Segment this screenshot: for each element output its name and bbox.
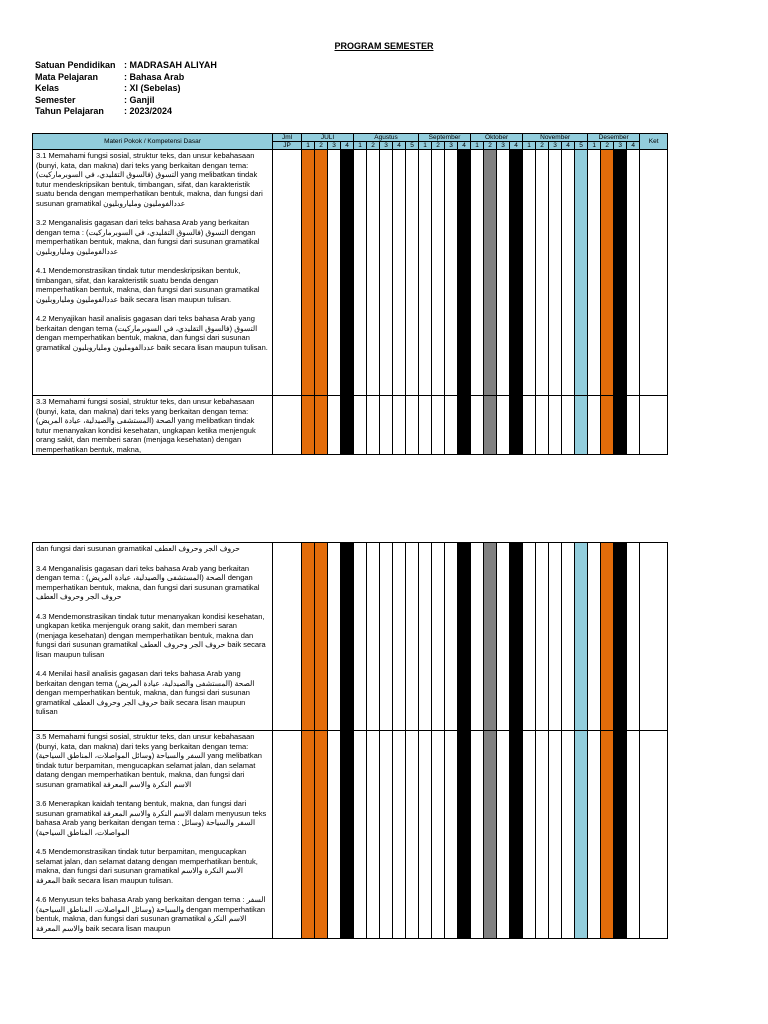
info-value: : Ganjil [124, 94, 155, 105]
jml-jp-cell [273, 150, 302, 396]
kompetensi-text: 4.6 Menyusun teks bahasa Arab yang berkaitan dengan tema : السفر والسياحة (وسائل المواصلات، المناطق السياحية) dengan memperhatikan bentuk, makna, dan fungsi dari susunan gramatikal الاسم النكرة والاسم المعرفة baik secara lisan maupun [36, 895, 266, 933]
week-cell [315, 150, 328, 396]
week-cell [536, 731, 549, 939]
table-row [33, 396, 668, 455]
week-cell [458, 731, 471, 939]
week-cell [497, 150, 510, 396]
header-week-1: 1 [302, 142, 315, 150]
week-cell [588, 396, 601, 455]
week-cell [380, 731, 393, 939]
week-cell [497, 396, 510, 455]
header-week-5: 1 [354, 142, 367, 150]
document-title: PROGRAM SEMESTER [334, 41, 434, 51]
header-week-4: 4 [341, 142, 354, 150]
header-week-14: 1 [471, 142, 484, 150]
week-cell [562, 396, 575, 455]
week-cell [575, 543, 588, 731]
week-cell [562, 150, 575, 396]
info-value: : XI (Sebelas) [124, 83, 181, 93]
info-value: : Bahasa Arab [124, 71, 185, 82]
week-cell [432, 150, 445, 396]
table-row [33, 731, 668, 939]
week-cell [536, 396, 549, 455]
ket-cell [640, 396, 668, 455]
header-week-11: 2 [432, 142, 445, 150]
week-cell [575, 396, 588, 455]
kompetensi-text: 3.3 Memahami fungsi sosial, struktur teks, dan unsur kebahasaan (bunyi, kata, dan makna) dari teks yang berkaitan dengan tema: الصحة (المستشفى والصيدلية، عيادة المريض) yang melibatkan tindak tutur menanyakan kondisi kesehatan, ungkapan ketika menjenguk orang sakit, dan memberi saran (menjaga kesehatan) dengan memperhatikan bentuk, makna, [36, 397, 256, 454]
week-cell [575, 150, 588, 396]
header-week-18: 1 [523, 142, 536, 150]
week-cell [302, 396, 315, 455]
week-cell [484, 543, 497, 731]
week-cell [406, 150, 419, 396]
week-cell [510, 543, 523, 731]
materi-cell [33, 543, 273, 731]
week-cell [549, 396, 562, 455]
week-cell [328, 396, 341, 455]
info-row-kelas [35, 83, 217, 95]
week-cell [484, 731, 497, 939]
week-cell [432, 543, 445, 731]
header-materi: Materi Pokok / Kompetensi Dasar [33, 134, 273, 150]
header-week-22: 5 [575, 142, 588, 150]
week-cell [380, 396, 393, 455]
header-row-months [33, 134, 668, 142]
week-cell [601, 150, 614, 396]
week-cell [432, 396, 445, 455]
week-cell [614, 543, 627, 731]
week-cell [588, 150, 601, 396]
info-row-semester [35, 95, 217, 107]
header-week-17: 4 [510, 142, 523, 150]
week-cell [354, 150, 367, 396]
week-cell [406, 396, 419, 455]
week-cell [354, 396, 367, 455]
header-week-6: 2 [367, 142, 380, 150]
header-month-oktober: Oktober [471, 134, 523, 142]
week-cell [393, 731, 406, 939]
header-month-november: November [523, 134, 588, 142]
kompetensi-text: 4.5 Mendemonstrasikan tindak tutur berpamitan, mengucapkan selamat jalan, dan selamat datang dengan memperhatikan bentuk, makna, dan fungsi dari susunan gramatikal الاسم النكرة والاسم المعرفة baik secara lisan maupun tulisan. [36, 847, 258, 885]
week-cell [445, 731, 458, 939]
info-value: : 2023/2024 [124, 106, 173, 116]
week-cell [627, 731, 640, 939]
kompetensi-text: 3.2 Menganalisis gagasan dari teks bahasa Arab yang berkaitan dengan tema : التسوق (فالسوق التقليدي، في السوبرماركيت) dengan memperhatikan bentuk, makna, dan fungsi dari susunan gramatikal عددالفوملیون وملیاروبليون [36, 218, 260, 256]
kompetensi-text: 3.6 Menerapkan kaidah tentang bentuk, makna, dan fungsi dari susunan gramatikal الاسم النكرة والاسم المعرفة dalam menyusun teks bahasa Arab yang berkaitan dengan tema : السفر والسياحة (وسائل المواصلات، المناطق السياحية) [36, 799, 267, 837]
header-week-24: 2 [601, 142, 614, 150]
week-cell [523, 543, 536, 731]
week-cell [367, 150, 380, 396]
week-cell [523, 150, 536, 396]
week-cell [419, 150, 432, 396]
week-cell [484, 396, 497, 455]
week-cell [549, 150, 562, 396]
week-cell [562, 731, 575, 939]
week-cell [601, 731, 614, 939]
week-cell [393, 396, 406, 455]
week-cell [432, 731, 445, 939]
week-cell [341, 396, 354, 455]
header-month-juli: JULI [302, 134, 354, 142]
identity-block [35, 60, 217, 118]
week-cell [458, 543, 471, 731]
header-week-19: 2 [536, 142, 549, 150]
week-cell [510, 731, 523, 939]
week-cell [497, 543, 510, 731]
header-week-25: 3 [614, 142, 627, 150]
header-week-12: 3 [445, 142, 458, 150]
week-cell [601, 543, 614, 731]
week-cell [302, 543, 315, 731]
week-cell [536, 150, 549, 396]
week-cell [471, 150, 484, 396]
week-cell [328, 731, 341, 939]
header-jml: Jml [273, 134, 302, 142]
week-cell [393, 543, 406, 731]
week-cell [588, 543, 601, 731]
kompetensi-text: 3.4 Menganalisis gagasan dari teks bahasa Arab yang berkaitan dengan tema : الصحة (المستشفى والصيدلية، عيادة المريض) dengan memperhatikan bentuk, makna, dan fungsi dari susunan gramatikal حروف الجر وحروف العطف [36, 563, 260, 601]
header-week-10: 1 [419, 142, 432, 150]
week-cell [406, 731, 419, 939]
week-cell [341, 543, 354, 731]
week-cell [627, 543, 640, 731]
week-cell [445, 396, 458, 455]
kompetensi-text: dan fungsi dari susunan gramatikal حروف الجر وحروف العطف [36, 544, 240, 553]
jml-jp-cell [273, 731, 302, 939]
header-week-2: 2 [315, 142, 328, 150]
week-cell [627, 150, 640, 396]
schedule-table-page2 [32, 542, 668, 939]
week-cell [614, 731, 627, 939]
materi-cell [33, 150, 273, 396]
header-week-23: 1 [588, 142, 601, 150]
table-row [33, 543, 668, 731]
week-cell [341, 150, 354, 396]
week-cell [588, 731, 601, 939]
week-cell [367, 396, 380, 455]
week-cell [562, 543, 575, 731]
info-label: Mata Pelajaran [35, 71, 99, 82]
week-cell [367, 731, 380, 939]
header-week-8: 4 [393, 142, 406, 150]
week-cell [367, 543, 380, 731]
header-week-20: 3 [549, 142, 562, 150]
week-cell [510, 150, 523, 396]
week-cell [536, 543, 549, 731]
ket-cell [640, 731, 668, 939]
header-month-september: September [419, 134, 471, 142]
kompetensi-text: 3.1 Memahami fungsi sosial, struktur teks, dan unsur kebahasaan (bunyi, kata, dan makna) dari teks yang berkaitan dengan tema: التسوق (فالسوق التقليدي، في السوبرماركيت) yang melibatkan tindak tutur mendeskripsikan bentuk, timbangan, sifat, dan karakteristik suatu benda dengan memperhatikan bentuk, makna, dan fungsi dari susunan gramatikal عددالفوملیون وملیاروبليون [36, 151, 263, 208]
ket-cell [640, 543, 668, 731]
week-cell [614, 396, 627, 455]
info-label: Kelas [35, 83, 60, 93]
week-cell [549, 543, 562, 731]
week-cell [445, 543, 458, 731]
jml-jp-cell [273, 543, 302, 731]
header-week-7: 3 [380, 142, 393, 150]
week-cell [315, 543, 328, 731]
week-cell [458, 150, 471, 396]
week-cell [315, 731, 328, 939]
week-cell [627, 396, 640, 455]
kompetensi-text: 4.3 Mendemonstrasikan tindak tutur menanyakan kondisi kesehatan, ungkapan ketika menjenguk orang sakit, dan memberi saran (menjaga kesehatan) dengan memperhatikan bentuk, makna dan fungsi dari susunan gramatikal حروف الجر وحروف العطف baik secara lisan maupun tulisan [36, 611, 266, 659]
ket-cell [640, 150, 668, 396]
week-cell [354, 731, 367, 939]
info-row-satuan [35, 60, 217, 72]
week-cell [328, 150, 341, 396]
header-week-9: 5 [406, 142, 419, 150]
week-cell [471, 543, 484, 731]
header-week-3: 3 [328, 142, 341, 150]
header-week-16: 3 [497, 142, 510, 150]
header-week-13: 4 [458, 142, 471, 150]
info-label: Satuan Pendidikan [35, 60, 116, 70]
week-cell [302, 731, 315, 939]
header-month-agustus: Agustus [354, 134, 419, 142]
week-cell [601, 396, 614, 455]
header-ket: Ket [640, 134, 668, 150]
week-cell [614, 150, 627, 396]
info-value: : MADRASAH ALIYAH [124, 60, 217, 70]
week-cell [419, 396, 432, 455]
week-cell [458, 396, 471, 455]
week-cell [302, 150, 315, 396]
materi-cell [33, 731, 273, 939]
week-cell [523, 396, 536, 455]
week-cell [497, 731, 510, 939]
header-week-21: 4 [562, 142, 575, 150]
header-week-15: 2 [484, 142, 497, 150]
week-cell [315, 396, 328, 455]
week-cell [549, 731, 562, 939]
week-cell [380, 150, 393, 396]
info-row-tahun [35, 106, 217, 118]
week-cell [406, 543, 419, 731]
week-cell [328, 543, 341, 731]
week-cell [380, 543, 393, 731]
jml-jp-cell [273, 396, 302, 455]
week-cell [393, 150, 406, 396]
table-row [33, 150, 668, 396]
week-cell [471, 396, 484, 455]
week-cell [419, 731, 432, 939]
header-jp: JP [273, 142, 302, 150]
week-cell [341, 731, 354, 939]
week-cell [354, 543, 367, 731]
info-row-mapel [35, 72, 217, 84]
week-cell [445, 150, 458, 396]
info-label: Tahun Pelajaran [35, 106, 104, 116]
header-month-desember: Desember [588, 134, 640, 142]
schedule-table-page1 [32, 133, 668, 455]
kompetensi-text: 3.5 Memahami fungsi sosial, struktur teks, dan unsur kebahasaan (bunyi, kata, dan makna) dari teks yang berkaitan dengan tema: السفر والسياحة (وسائل المواصلات، المناطق السياحية) yang melibatkan tindak tutur berpamitan, mengucapkan selamat jalan, dan selamat datang dengan memperhatikan bentuk, makna, dan fungsi dari susunan gramatikal الاسم النكرة والاسم المعرفة [36, 732, 262, 789]
header-week-26: 4 [627, 142, 640, 150]
week-cell [471, 731, 484, 939]
week-cell [523, 731, 536, 939]
info-label: Semester [35, 94, 76, 105]
week-cell [484, 150, 497, 396]
kompetensi-text: 4.4 Menilai hasil analisis gagasan dari teks bahasa Arab yang berkaitan dengan tema الصحة (المستشفى والصيدلية، عيادة المريض) dengan memperhatikan bentuk, makna, dan fungsi dari susunan gramatikal حروف الجر وحروف العطف baik secara lisan maupun tulisan [36, 669, 255, 716]
week-cell [419, 543, 432, 731]
kompetensi-text: 4.1 Mendemonstrasikan tindak tutur mendeskripsikan bentuk, timbangan, sifat, dan karakteristik suatu benda dengan memperhatikan bentuk, makna, dan fungsi dari susunan gramatikal عددالفوملیون وملیاروبليون baik secara lisan maupun tulisan. [36, 266, 260, 304]
week-cell [510, 396, 523, 455]
week-cell [575, 731, 588, 939]
kompetensi-text: 4.2 Menyajikan hasil analisis gagasan dari teks bahasa Arab yang berkaitan dengan tema التسوق (فالسوق التقليدي، في السوبرماركيت) dengan memperhatikan bentuk, makna, dan fungsi dari susunan gramatikal عددالفوملیون وملیاروبليون baik secara lisan maupun tulisan. [36, 314, 268, 352]
materi-cell [33, 396, 273, 455]
